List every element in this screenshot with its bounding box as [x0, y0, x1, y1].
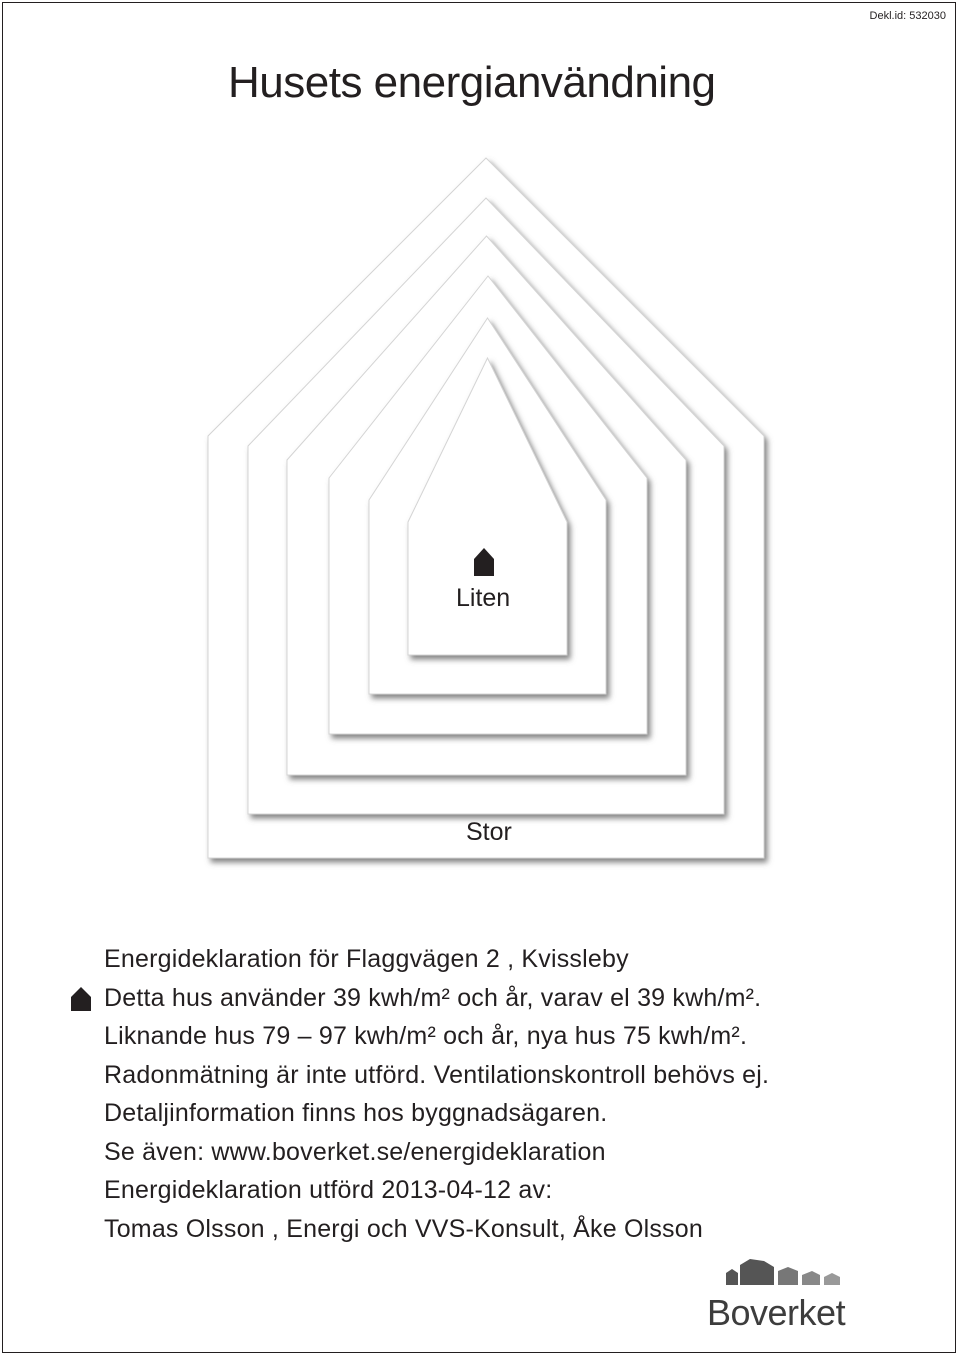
- declaration-info: [104, 940, 864, 1248]
- page-title: Husets energianvändning: [228, 58, 716, 107]
- radon-line: Radonmätning är inte utförd. Ventilationskontroll behövs ej.: [104, 1060, 770, 1089]
- see-also-line: Se även: www.boverket.se/energideklaration: [104, 1137, 606, 1166]
- house-bullet-icon: [70, 986, 92, 1012]
- performer-line: Tomas Olsson , Energi och VVS-Konsult, Åke Olsson: [104, 1214, 703, 1243]
- detail-line: Detaljinformation finns hos byggnadsägaren.: [104, 1099, 608, 1127]
- scale-small-label: Liten: [456, 584, 511, 612]
- scale-large-label: Stor: [466, 818, 512, 846]
- usage-line: Detta hus använder 39 kwh/m² och år, varav el 39 kwh/m².: [104, 983, 762, 1012]
- similar-houses-line: Liknande hus 79 – 97 kwh/m² och år, nya hus 75 kwh/m².: [104, 1022, 748, 1050]
- address-line: Energideklaration för Flaggvägen 2 , Kvissleby: [104, 945, 629, 973]
- boverket-logo-text: Boverket: [707, 1292, 846, 1333]
- declaration-id: Dekl.id: 532030: [869, 10, 946, 22]
- performed-line: Energideklaration utförd 2013-04-12 av:: [104, 1176, 553, 1204]
